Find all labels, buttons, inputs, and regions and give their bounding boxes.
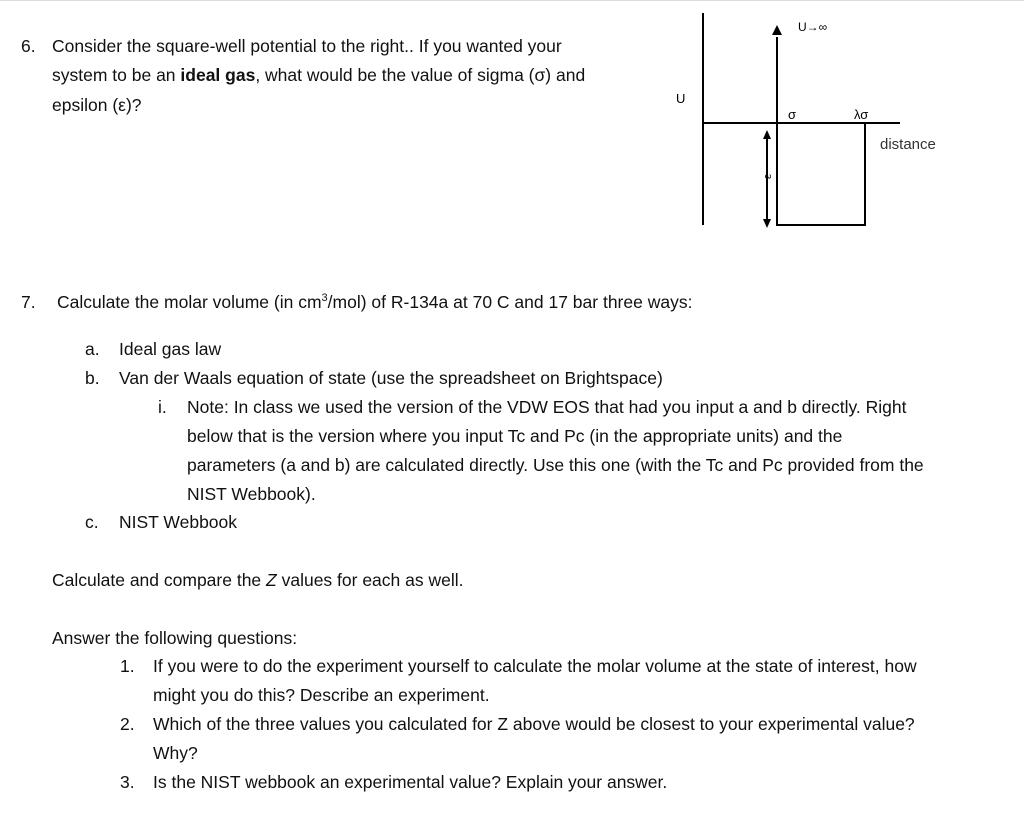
question-2-marker: 2. — [120, 714, 135, 734]
question-6-line-3: epsilon (ε)? — [52, 95, 142, 115]
note-line-4: NIST Webbook). — [187, 484, 316, 504]
question-7-number: 7. — [21, 292, 36, 312]
question-1-line-1: If you were to do the experiment yourself to calculate the molar volume at the state of interest, how — [153, 656, 917, 676]
question-6-number: 6. — [21, 36, 36, 56]
question-2-line-1: Which of the three values you calculated for Z above would be closest to your experimental value? — [153, 714, 915, 734]
question-3-marker: 3. — [120, 772, 135, 792]
note-line-2: below that is the version where you input Tc and Pc (in the appropriate units) and the — [187, 426, 843, 446]
question-2-line-2: Why? — [153, 743, 198, 763]
sigma-label: σ — [788, 107, 797, 122]
item-c-marker: c. — [85, 512, 99, 532]
question-6-line-1: Consider the square-well potential to the right.. If you wanted your — [52, 36, 562, 56]
compare-z-line: Calculate and compare the Z values for each as well. — [52, 570, 464, 590]
item-b-marker: b. — [85, 368, 100, 388]
question-7-intro: Calculate the molar volume (in $cm^3/mol$) of R-134a at 70 C and 17 bar three ways: — [57, 292, 693, 312]
square-well-diagram — [600, 5, 980, 245]
item-b-text: Van der Waals equation of state (use the spreadsheet on Brightspace) — [119, 368, 663, 388]
question-6-line-2: system to be an ideal gas, what would be the value of sigma (σ) and — [52, 65, 586, 85]
u-to-infinity-label: U→∞ — [798, 20, 828, 34]
lambda-sigma-label: λσ — [854, 107, 869, 122]
question-1-marker: 1. — [120, 656, 135, 676]
u-axis-label: U — [676, 91, 686, 106]
item-a-marker: a. — [85, 339, 100, 359]
note-line-3: parameters (a and b) are calculated directly. Use this one (with the Tc and Pc provided from the — [187, 455, 924, 475]
note-line-1: Note: In class we used the version of the VDW EOS that had you input a and b directly. Right — [187, 397, 907, 417]
item-a-text: Ideal gas law — [119, 339, 222, 359]
question-1-line-2: might you do this? Describe an experiment. — [153, 685, 490, 705]
epsilon-label: ε — [762, 174, 774, 179]
answer-heading: Answer the following questions: — [52, 628, 298, 648]
item-c-text: NIST Webbook — [119, 512, 238, 532]
distance-label: distance — [880, 136, 936, 153]
wall-up-arrow — [772, 25, 782, 35]
ideal-gas-emphasis: ideal gas — [180, 65, 256, 85]
question-3-line-1: Is the NIST webbook an experimental value? Explain your answer. — [153, 772, 668, 792]
note-marker: i. — [158, 397, 167, 417]
